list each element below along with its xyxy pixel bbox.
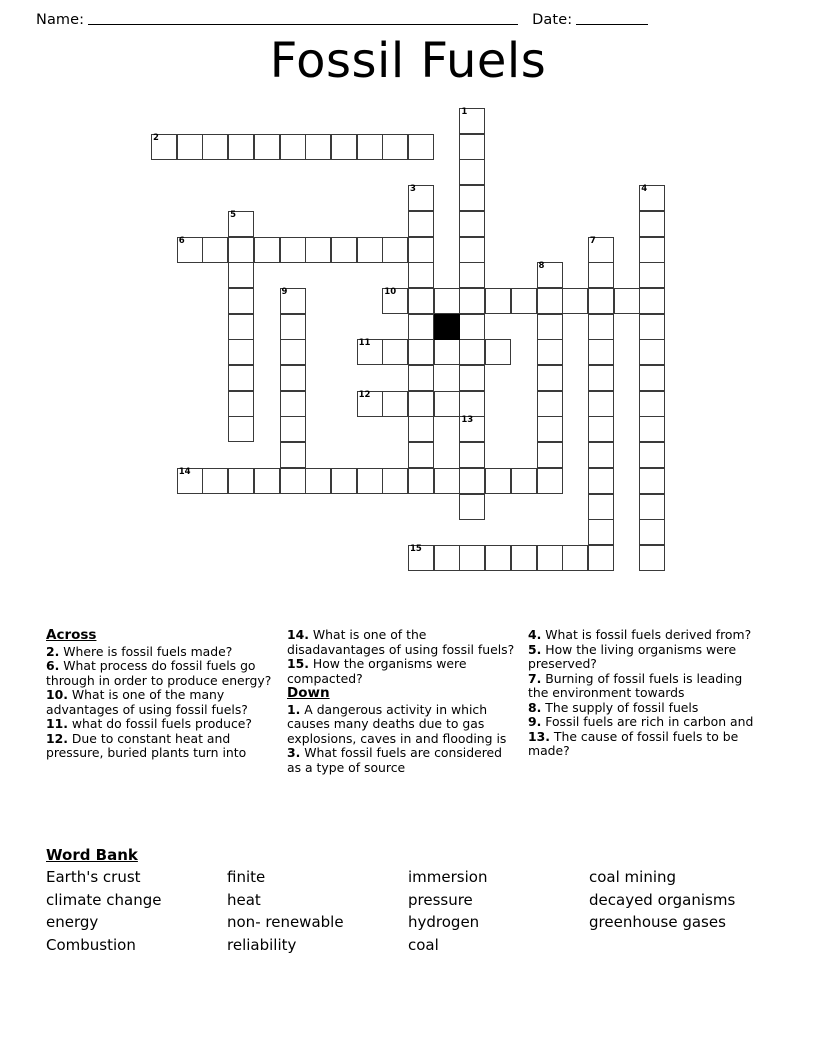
- clue-column-3: [528, 628, 770, 775]
- grid-cell[interactable]: [408, 237, 434, 263]
- clue-across-10: [46, 688, 279, 717]
- grid-cell[interactable]: [254, 134, 280, 160]
- clue-number: 6.: [46, 658, 60, 674]
- word-bank-item: immersion: [408, 868, 488, 886]
- grid-cell-number: 9: [281, 286, 288, 297]
- grid-cell[interactable]: [459, 468, 485, 494]
- grid-cell[interactable]: [280, 134, 306, 160]
- grid-cell[interactable]: [614, 288, 640, 314]
- grid-cell[interactable]: [459, 314, 485, 340]
- grid-cell-number: 11: [358, 338, 371, 349]
- grid-cell[interactable]: [511, 545, 537, 571]
- clue-number: 14.: [287, 627, 309, 642]
- grid-cell-number: 6: [178, 235, 185, 246]
- word-bank-heading: Word Bank: [46, 846, 138, 864]
- word-bank-item: non- renewable: [227, 913, 344, 931]
- clue-across-6: [46, 659, 279, 688]
- grid-cell[interactable]: [434, 545, 460, 571]
- grid-cell[interactable]: [280, 365, 306, 391]
- clue-number: 7.: [528, 670, 542, 686]
- grid-cell[interactable]: [434, 468, 460, 494]
- grid-cell[interactable]: [357, 339, 383, 365]
- grid-cell[interactable]: [537, 314, 563, 340]
- grid-cell[interactable]: [639, 339, 665, 365]
- word-bank-item: coal mining: [589, 868, 677, 886]
- grid-cell-number: 13: [461, 415, 474, 426]
- grid-cell[interactable]: [305, 134, 331, 160]
- clue-across-11: [46, 717, 279, 732]
- clue-text: How the living organisms were preserved?: [528, 641, 737, 671]
- clue-text: What process do fossil fuels go through in order to produce energy?: [46, 658, 272, 688]
- word-bank-item: reliability: [227, 935, 297, 954]
- grid-cell[interactable]: [280, 339, 306, 365]
- grid-cell[interactable]: [639, 314, 665, 340]
- clue-number: 11.: [46, 716, 68, 732]
- grid-cell[interactable]: [639, 288, 665, 314]
- clue-number: 12.: [46, 730, 68, 746]
- grid-cell[interactable]: [459, 262, 485, 288]
- grid-cell-number: 10: [384, 286, 397, 297]
- grid-cell[interactable]: [588, 545, 614, 571]
- grid-cell[interactable]: [485, 288, 511, 314]
- word-bank-item: greenhouse gases: [589, 913, 726, 931]
- grid-cell[interactable]: [459, 442, 485, 468]
- grid-cell[interactable]: [254, 468, 280, 494]
- clue-down-1: [287, 703, 520, 747]
- grid-cell[interactable]: [639, 211, 665, 237]
- grid-cell-number: 5: [230, 209, 237, 220]
- clue-text: What is one of the disadavantages of using fossil fuels?: [287, 627, 515, 657]
- grid-cell[interactable]: [202, 134, 228, 160]
- name-label: Name:: [36, 12, 85, 28]
- grid-cell[interactable]: [280, 468, 306, 494]
- grid-cell[interactable]: [177, 134, 203, 160]
- grid-block-cell: [434, 314, 460, 340]
- grid-cell[interactable]: [408, 545, 434, 571]
- clue-number: 9.: [528, 714, 542, 729]
- grid-cell[interactable]: [408, 339, 434, 365]
- grid-cell-number: 3: [410, 184, 416, 195]
- clue-number: 10.: [46, 687, 68, 703]
- grid-cell[interactable]: [588, 262, 614, 288]
- grid-cell[interactable]: [434, 391, 460, 417]
- grid-cell[interactable]: [588, 519, 614, 545]
- grid-cell-number: 4: [641, 184, 648, 195]
- clue-number: 3.: [287, 745, 301, 761]
- grid-cell[interactable]: [382, 237, 408, 263]
- grid-cell[interactable]: [228, 416, 254, 442]
- clue-text: What is one of the many advantages of using fossil fuels?: [46, 687, 248, 717]
- word-bank-item: finite: [227, 868, 266, 886]
- grid-cell[interactable]: [254, 237, 280, 263]
- grid-cell[interactable]: [408, 416, 434, 442]
- clue-across-15: [287, 657, 520, 686]
- grid-cell[interactable]: [228, 134, 254, 160]
- grid-cell[interactable]: [485, 468, 511, 494]
- grid-cell[interactable]: [280, 237, 306, 263]
- grid-cell[interactable]: [639, 519, 665, 545]
- grid-cell[interactable]: [228, 288, 254, 314]
- grid-cell[interactable]: [228, 237, 254, 263]
- grid-cell[interactable]: [357, 237, 383, 263]
- word-bank-item: Combustion: [46, 935, 136, 954]
- grid-cell[interactable]: [588, 391, 614, 417]
- grid-cell[interactable]: [280, 391, 306, 417]
- grid-cell[interactable]: [228, 468, 254, 494]
- grid-cell[interactable]: [511, 468, 537, 494]
- grid-cell[interactable]: [588, 365, 614, 391]
- grid-cell[interactable]: [562, 545, 588, 571]
- grid-cell[interactable]: [408, 468, 434, 494]
- grid-cell[interactable]: [588, 494, 614, 520]
- grid-cell[interactable]: [485, 545, 511, 571]
- clue-across-14: [287, 628, 520, 657]
- grid-cell[interactable]: [280, 416, 306, 442]
- grid-cell[interactable]: [228, 365, 254, 391]
- grid-cell[interactable]: [408, 314, 434, 340]
- grid-cell[interactable]: [280, 314, 306, 340]
- grid-cell[interactable]: [588, 416, 614, 442]
- grid-cell-number: 12: [358, 389, 371, 400]
- grid-cell[interactable]: [459, 391, 485, 417]
- grid-cell-number: 1: [461, 107, 468, 117]
- grid-cell[interactable]: [562, 288, 588, 314]
- clue-text: what do fossil fuels produce?: [67, 716, 253, 732]
- grid-cell[interactable]: [305, 237, 331, 263]
- grid-cell[interactable]: [459, 108, 485, 134]
- clue-across-12: [46, 732, 279, 761]
- clue-number: 8.: [528, 699, 542, 715]
- word-bank-item: heat: [227, 890, 261, 909]
- clue-number: 13.: [528, 728, 550, 744]
- grid-cell[interactable]: [588, 314, 614, 340]
- grid-cell[interactable]: [408, 134, 434, 160]
- grid-cell[interactable]: [408, 185, 434, 211]
- clue-text: A dangerous activity in which causes many deaths due to gas explosions, caves in and flooding is: [287, 701, 507, 746]
- grid-cell[interactable]: [357, 391, 383, 417]
- grid-cell[interactable]: [382, 134, 408, 160]
- clue-text: The cause of fossil fuels to be made?: [528, 728, 739, 758]
- grid-cell[interactable]: [331, 134, 357, 160]
- clue-text: What is fossil fuels derived from?: [541, 627, 752, 642]
- clue-text: Where is fossil fuels made?: [59, 643, 233, 659]
- grid-cell[interactable]: [408, 211, 434, 237]
- grid-cell[interactable]: [537, 339, 563, 365]
- grid-cell[interactable]: [639, 365, 665, 391]
- grid-cell[interactable]: [357, 134, 383, 160]
- grid-cell[interactable]: [459, 237, 485, 263]
- grid-cell[interactable]: [177, 237, 203, 263]
- word-bank-column-2: [227, 866, 408, 956]
- grid-cell[interactable]: [280, 288, 306, 314]
- word-bank-item: hydrogen: [408, 913, 480, 931]
- grid-cell[interactable]: [382, 288, 408, 314]
- grid-cell[interactable]: [228, 314, 254, 340]
- grid-cell[interactable]: [382, 339, 408, 365]
- clue-down-9: [528, 715, 762, 730]
- grid-cell[interactable]: [639, 442, 665, 468]
- grid-cell[interactable]: [639, 262, 665, 288]
- grid-cell[interactable]: [459, 494, 485, 520]
- grid-cell-number: 7: [589, 235, 596, 246]
- clue-down-13: [528, 730, 762, 759]
- grid-cell[interactable]: [511, 288, 537, 314]
- grid-cell[interactable]: [408, 262, 434, 288]
- grid-cell[interactable]: [357, 468, 383, 494]
- grid-cell[interactable]: [202, 468, 228, 494]
- grid-cell[interactable]: [151, 134, 177, 160]
- clue-text: Burning of fossil fuels is leading the environment towards: [528, 670, 743, 700]
- clue-text: What fossil fuels are considered as a type of source: [287, 745, 503, 775]
- grid-cell[interactable]: [588, 468, 614, 494]
- word-bank: [46, 866, 772, 956]
- word-bank-item: energy: [46, 913, 99, 931]
- grid-cell[interactable]: [331, 237, 357, 263]
- grid-cell[interactable]: [537, 468, 563, 494]
- grid-cell[interactable]: [280, 442, 306, 468]
- grid-cell[interactable]: [537, 262, 563, 288]
- across-heading: Across: [46, 627, 97, 643]
- grid-cell[interactable]: [459, 545, 485, 571]
- grid-cell[interactable]: [639, 391, 665, 417]
- clue-across-2: [46, 645, 279, 660]
- grid-cell[interactable]: [459, 339, 485, 365]
- grid-cell[interactable]: [434, 339, 460, 365]
- clue-down-4: [528, 628, 762, 643]
- clue-number: 15.: [287, 656, 309, 671]
- grid-cell[interactable]: [639, 185, 665, 211]
- clue-number: 2.: [46, 643, 60, 659]
- word-bank-column-3: [408, 866, 589, 956]
- page-title: Fossil Fuels: [269, 33, 547, 89]
- grid-cell[interactable]: [537, 416, 563, 442]
- grid-cell[interactable]: [639, 237, 665, 263]
- grid-cell[interactable]: [228, 262, 254, 288]
- grid-cell[interactable]: [588, 442, 614, 468]
- grid-cell-number: 15: [410, 543, 422, 554]
- grid-cell[interactable]: [459, 159, 485, 185]
- clue-number: 1.: [287, 701, 301, 717]
- grid-cell[interactable]: [537, 288, 563, 314]
- grid-cell[interactable]: [177, 468, 203, 494]
- word-bank-item: decayed organisms: [589, 890, 736, 909]
- grid-cell[interactable]: [537, 365, 563, 391]
- grid-cell[interactable]: [331, 468, 357, 494]
- grid-cell[interactable]: [588, 288, 614, 314]
- clue-number: 4.: [528, 627, 542, 642]
- grid-cell[interactable]: [639, 468, 665, 494]
- word-bank-item: coal: [408, 935, 439, 954]
- grid-cell[interactable]: [485, 339, 511, 365]
- grid-cell-number: 2: [153, 132, 159, 143]
- grid-cell[interactable]: [408, 288, 434, 314]
- grid-cell[interactable]: [459, 288, 485, 314]
- clue-number: 5.: [528, 641, 542, 657]
- grid-cell[interactable]: [459, 416, 485, 442]
- grid-cell[interactable]: [228, 391, 254, 417]
- grid-cell[interactable]: [305, 468, 331, 494]
- word-bank-column-4: [589, 866, 770, 956]
- grid-cell[interactable]: [459, 365, 485, 391]
- clue-text: How the organisms were compacted?: [287, 656, 467, 686]
- word-bank-item: climate change: [46, 890, 162, 909]
- word-bank-item: Earth's crust: [46, 868, 141, 886]
- grid-cell[interactable]: [588, 237, 614, 263]
- down-heading: Down: [287, 685, 330, 701]
- grid-cell[interactable]: [537, 391, 563, 417]
- grid-cell[interactable]: [639, 545, 665, 571]
- grid-cell[interactable]: [434, 288, 460, 314]
- grid-cell[interactable]: [382, 468, 408, 494]
- clue-column-1: [46, 628, 287, 775]
- grid-cell[interactable]: [639, 494, 665, 520]
- grid-cell[interactable]: [382, 391, 408, 417]
- word-bank-item: pressure: [408, 890, 473, 909]
- grid-cell[interactable]: [202, 237, 228, 263]
- grid-cell[interactable]: [639, 416, 665, 442]
- grid-cell[interactable]: [459, 134, 485, 160]
- clues-area: [46, 628, 770, 775]
- grid-cell[interactable]: [537, 545, 563, 571]
- word-bank-column-1: [46, 866, 227, 956]
- grid-cell[interactable]: [537, 442, 563, 468]
- clue-down-7: [528, 672, 762, 701]
- clue-text: The supply of fossil fuels: [541, 699, 699, 715]
- clue-text: Due to constant heat and pressure, buried plants turn into: [46, 730, 247, 761]
- grid-cell[interactable]: [408, 442, 434, 468]
- grid-cell[interactable]: [459, 185, 485, 211]
- grid-cell[interactable]: [228, 211, 254, 237]
- grid-cell[interactable]: [459, 211, 485, 237]
- grid-cell[interactable]: [228, 339, 254, 365]
- date-label: Date:: [532, 12, 573, 28]
- clue-text: Fossil fuels are rich in carbon and: [541, 714, 754, 729]
- clue-down-3: [287, 746, 520, 775]
- grid-cell-number: 8: [538, 261, 545, 272]
- grid-cell-number: 14: [178, 466, 191, 477]
- grid-cell[interactable]: [408, 391, 434, 417]
- grid-cell[interactable]: [588, 339, 614, 365]
- clue-down-5: [528, 643, 762, 672]
- clue-column-2: [287, 628, 528, 775]
- clue-down-8: [528, 701, 762, 716]
- grid-cell[interactable]: [408, 365, 434, 391]
